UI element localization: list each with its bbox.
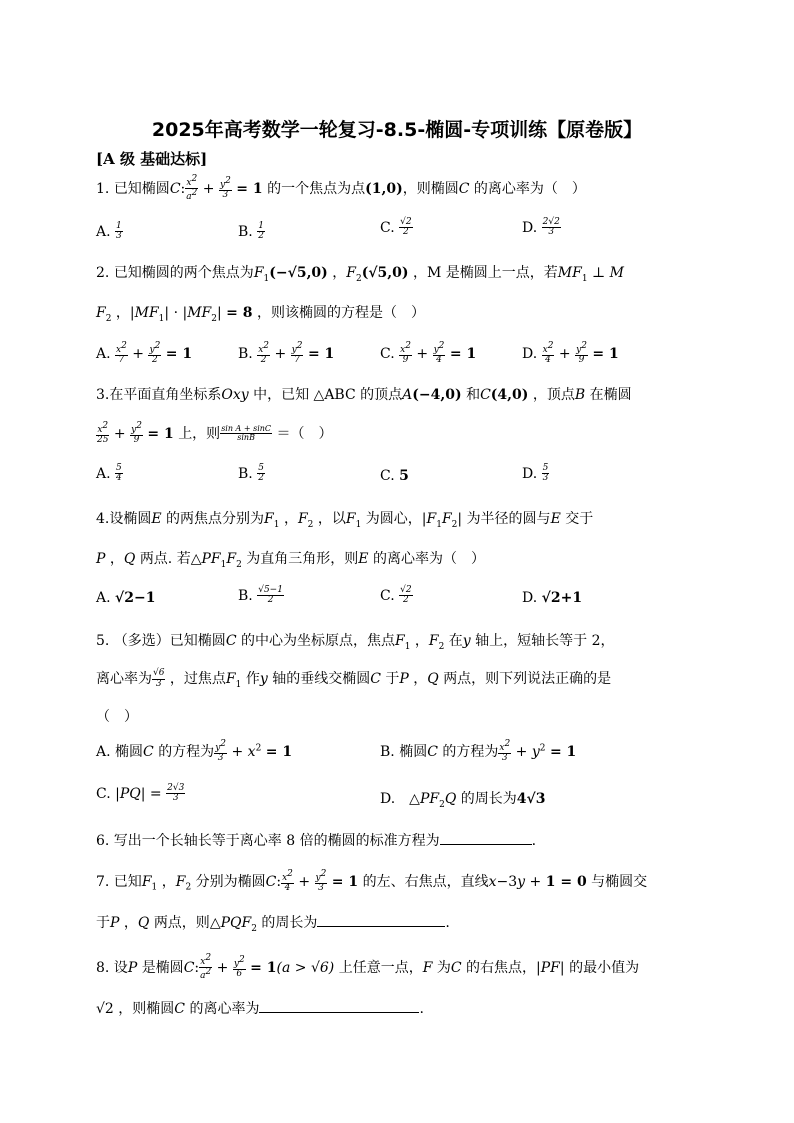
- q5-option-c[interactable]: C. |PQ| = $\frac{2√3}{3}$: [96, 783, 185, 804]
- question-4: 4.设椭圆E 的两焦点分别为$F_1$ ，$F_2$ ，以$F_1$ 为圆心，$|F_1F_2|$ 为半径的圆与E 交于: [96, 511, 594, 530]
- q5-option-b[interactable]: B. 椭圆C 的方程为 $\frac{x^2}{3}$ + $y^2 = 1$: [380, 739, 577, 764]
- answer-blank-6[interactable]: [440, 843, 532, 845]
- section-heading: [A 级 基础达标]: [96, 150, 208, 168]
- question-5-line-2: 离心率为 $\frac{√6}{3}$ ，过焦点$F_1$ 作y 轴的垂线交椭圆C 于P ，Q 两点，则下列说法正确的是: [96, 668, 612, 690]
- q5-option-a[interactable]: A. 椭圆C 的方程为 $\frac{y^2}{3}$ + $x^2 = 1$: [96, 739, 293, 764]
- question-1: 1. 已知椭圆C: $\frac{x^2}{a^2}$ + $\frac{y^2}{3}$ = 1 的一个焦点为点(1,0)，则椭圆C 的离心率为（ ）: [96, 174, 586, 203]
- question-2-line-2: $F_2$ ，$|MF_1| \cdot |MF_2| = 8$ ，则该椭圆的方程是（ ）: [96, 305, 425, 324]
- question-8: 8. 设P 是椭圆C: $\frac{x^2}{a^2}$ + $\frac{y^2}{6}$ = 1(a > √6) 上任意一点，F 为C 的右焦点，|PF| 的最小值为: [96, 953, 640, 982]
- q1-option-a[interactable]: A. $\frac{1}{3}$: [96, 221, 122, 242]
- q2-option-d[interactable]: D. $\frac{x^2}{4}$ + $\frac{y^2}{9}$ = 1: [522, 341, 619, 366]
- question-3: 3.在平面直角坐标系Oxy 中，已知 △ABC 的顶点A(−4,0) 和C(4,0) ，顶点B 在椭圆: [96, 387, 632, 403]
- q4-option-a[interactable]: A. √2−1: [96, 590, 156, 606]
- question-7-line-2: 于P ，Q 两点，则$\triangle PQF_2$ 的周长为 .: [96, 915, 450, 934]
- q3-option-a[interactable]: A. $\frac{5}{4}$: [96, 463, 122, 484]
- q2-option-a[interactable]: A. $\frac{x^2}{7}$ + $\frac{y^2}{2}$ = 1: [96, 341, 193, 366]
- question-5-line-3: （ ）: [96, 709, 138, 725]
- answer-blank-8[interactable]: [259, 1011, 419, 1013]
- q2-option-c[interactable]: C. $\frac{x^2}{9}$ + $\frac{y^2}{4}$ = 1: [380, 341, 477, 366]
- q1-option-c[interactable]: C. $\frac{√2}{2}$: [380, 217, 412, 238]
- question-2: 2. 已知椭圆的两个焦点为$F_1(-√5,0)$ ，$F_2(√5,0)$ ，M 是椭圆上一点，若$MF_1$ ⊥ M: [96, 265, 624, 284]
- q2-option-b[interactable]: B. $\frac{x^2}{2}$ + $\frac{y^2}{7}$ = 1: [238, 341, 335, 366]
- question-4-line-2: P ，Q 两点. 若$\triangle PF_1F_2$ 为直角三角形，则E 的离心率为（ ）: [96, 551, 485, 570]
- page-title: 2025年高考数学一轮复习-8.5-椭圆-专项训练【原卷版】: [151, 119, 643, 141]
- q5-option-d[interactable]: D. $\triangle PF_2Q$ 的周长为4√3: [380, 791, 546, 810]
- q1-option-b[interactable]: B. $\frac{1}{2}$: [238, 221, 264, 242]
- question-8-line-2: √2 ，则椭圆C 的离心率为 .: [96, 1001, 424, 1017]
- answer-blank-7[interactable]: [317, 925, 445, 927]
- q4-option-d[interactable]: D. √2+1: [522, 590, 583, 606]
- q3-option-b[interactable]: B. $\frac{5}{2}$: [238, 463, 264, 484]
- q4-option-c[interactable]: C. $\frac{√2}{2}$: [380, 585, 412, 606]
- q3-option-d[interactable]: D. $\frac{5}{3}$: [522, 463, 549, 484]
- question-6: 6. 写出一个长轴长等于离心率 8 倍的椭圆的标准方程为 .: [96, 833, 537, 849]
- question-7: 7. 已知$F_1$ ，$F_2$ 分别为椭圆C: $\frac{x^2}{4}$ + $\frac{y^2}{3}$ = 1 的左、右焦点，直线x−3y + 1 = 0 与椭圆交: [96, 869, 648, 894]
- question-5: 5. （多选）已知椭圆C 的中心为坐标原点，焦点$F_1$ ，$F_2$ 在y 轴上，短轴长等于 2，: [96, 633, 615, 652]
- question-3-line-2: $\frac{x^2}{25}$ + $\frac{y^2}{9}$ = 1 上，则 $\frac{\text{sin A + sinC}}{\sin B}$ ＝（ ）: [97, 421, 333, 446]
- q3-option-c[interactable]: C. 5: [380, 468, 409, 484]
- q1-option-d[interactable]: D. $\frac{2√2}{3}$: [522, 217, 560, 238]
- q4-option-b[interactable]: B. $\frac{√5-1}{2}$: [238, 585, 283, 606]
